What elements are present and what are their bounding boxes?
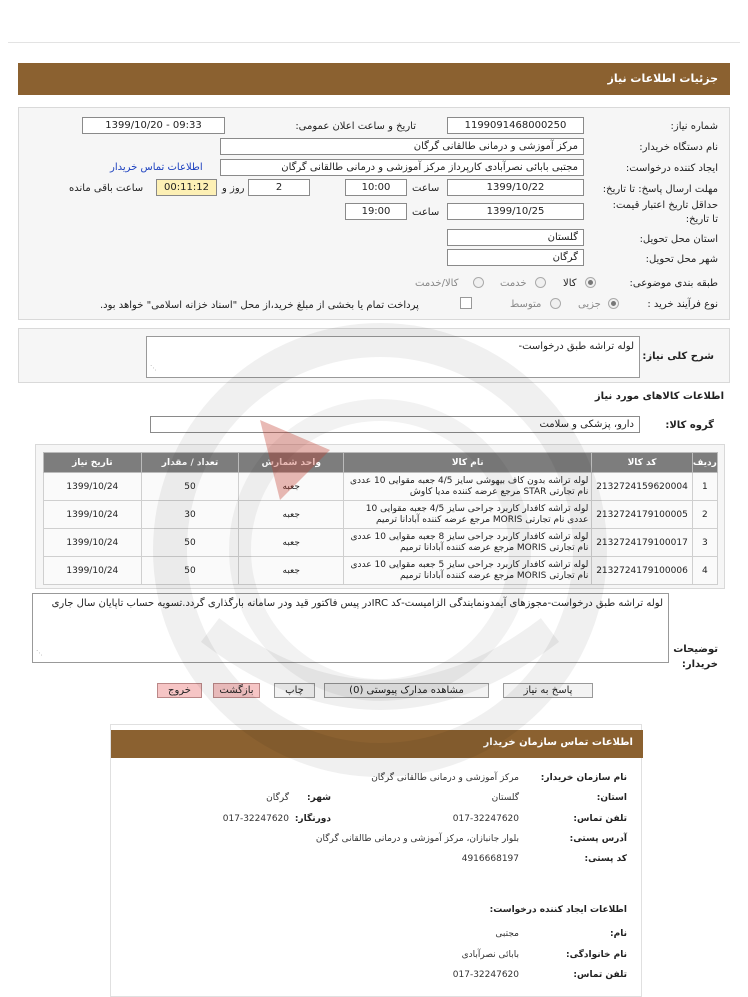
exit-button[interactable]: خروج <box>157 683 202 698</box>
creator-info-title: اطلاعات ایجاد کننده درخواست: <box>489 905 627 915</box>
cell-unit: جعبه <box>239 473 344 501</box>
cell-code: 2132724179100017 <box>592 529 692 557</box>
need-number-label: شماره نیاز: <box>670 121 718 132</box>
page-header <box>18 63 730 95</box>
cell-code: 2132724159620004 <box>592 473 692 501</box>
cell-unit: جعبه <box>239 529 344 557</box>
cell-code: 2132724179100006 <box>592 557 692 585</box>
resize-grip-icon: ⋰ <box>150 364 157 372</box>
creator-name-label: نام: <box>610 929 627 939</box>
cell-index: 2 <box>692 501 717 529</box>
announce-field: 1399/10/20 - 09:33 <box>82 117 225 134</box>
reply-button[interactable]: پاسخ به نیاز <box>503 683 593 698</box>
cell-name: لوله تراشه کافدار کاربرد جراحی سایز 4/5 جعبه مقوایی 10 عددی نام تجارتی MORIS مرجع عرضه کننده آبادانا ترمیم <box>344 501 592 529</box>
purchase-option-partial: جزیی <box>578 299 601 310</box>
payment-note: پرداخت تمام یا بخشی از مبلغ خرید،از محل "اسناد خزانه اسلامی" خواهد بود. <box>100 300 419 311</box>
contact-postal-label: کد پستی: <box>584 854 627 864</box>
contact-province: گلستان <box>491 793 519 803</box>
contact-fax-label: دورنگار: <box>294 814 331 824</box>
creator-phone: 017-32247620 <box>452 970 519 980</box>
creator-family: بابائی نصرآبادی <box>461 950 519 960</box>
cell-index: 4 <box>692 557 717 585</box>
cell-qty: 30 <box>141 501 239 529</box>
goods-group-label: گروه کالا: <box>665 420 714 431</box>
contact-org-label: نام سازمان خریدار: <box>540 773 627 783</box>
cell-name: لوله تراشه بدون کاف بیهوشی سایز 4/5 جعبه مقوایی 10 عددی نام تجارتی STAR مرجع عرضه کننده مدیا کاوش <box>344 473 592 501</box>
col-index: ردیف <box>692 453 717 473</box>
attachments-button[interactable]: مشاهده مدارک پیوستی (0) <box>324 683 489 698</box>
goods-group-field: دارو، پزشکی و سلامت <box>150 416 640 433</box>
category-option-service: خدمت <box>500 278 527 289</box>
category-option-goods: کالا <box>563 278 577 289</box>
items-table <box>43 452 718 585</box>
creator-phone-label: تلفن تماس: <box>573 970 627 980</box>
contact-fax: 017-32247620 <box>222 814 289 824</box>
price-valid-label: حداقل تاریخ اعتبار قیمت: تا تاریخ: <box>612 200 718 225</box>
announce-label: تاریخ و ساعت اعلان عمومی: <box>295 121 416 132</box>
buyer-contact-link[interactable]: اطلاعات تماس خریدار <box>110 162 203 173</box>
col-qty: تعداد / مقدار <box>141 453 239 473</box>
contact-phone-label: تلفن تماس: <box>573 814 627 824</box>
col-code: کد کالا <box>592 453 692 473</box>
city-label: شهر محل تحویل: <box>645 254 718 265</box>
contact-address: بلوار جانبازان، مرکز آموزشی و درمانی طالقانی گرگان <box>315 834 519 844</box>
contact-title: اطلاعات تماس سازمان خریدار <box>483 737 633 748</box>
creator-family-label: نام خانوادگی: <box>565 950 627 960</box>
province-field: گلستان <box>447 229 584 246</box>
resize-grip-icon: ⋰ <box>36 649 43 657</box>
col-date: تاریخ نیاز <box>44 453 142 473</box>
deadline-label: مهلت ارسال پاسخ: تا تاریخ: <box>602 184 718 195</box>
purchase-type-label: نوع فرآیند خرید : <box>647 299 718 310</box>
days-field: 2 <box>248 179 310 196</box>
province-label: استان محل تحویل: <box>639 234 718 245</box>
table-row <box>44 501 718 529</box>
buyer-contact-card <box>110 724 642 997</box>
cell-date: 1399/10/24 <box>44 557 142 585</box>
buyer-org-label: نام دستگاه خریدار: <box>639 142 718 153</box>
col-name: نام کالا <box>344 453 592 473</box>
print-button[interactable]: چاپ <box>274 683 315 698</box>
purchase-radio-partial[interactable] <box>608 298 619 309</box>
cell-index: 1 <box>692 473 717 501</box>
goods-section-title: اطلاعات کالاهای مورد نیاز <box>594 391 724 402</box>
contact-header <box>111 730 643 758</box>
purchase-radio-medium[interactable] <box>550 298 561 309</box>
remaining-timer: 00:11:12 <box>156 179 217 196</box>
category-radio-service[interactable] <box>535 277 546 288</box>
deadline-time-label: ساعت <box>412 183 440 194</box>
table-header-row <box>44 453 718 473</box>
contact-address-label: آدرس پستی: <box>569 834 627 844</box>
deadline-date-field: 1399/10/22 <box>447 179 584 196</box>
contact-postal: 4916668197 <box>461 854 519 864</box>
notes-text: لوله تراشه طبق درخواست-مجوزهای آیمدونمایندگی الزامیست-کد IRCدر پیس فاکتور قید ودر سامانه بارگذاری گردد.تسویه حساب تاپایان سال جاری <box>51 598 663 609</box>
cell-index: 3 <box>692 529 717 557</box>
category-radio-both[interactable] <box>473 277 484 288</box>
cell-qty: 50 <box>141 473 239 501</box>
cell-name: لوله تراشه کافدار کاربرد جراحی سایز 8 جعبه مقوایی 10 عددی نام تجارتی MORIS مرجع عرضه کننده آبادانا ترمیم <box>344 529 592 557</box>
cell-unit: جعبه <box>239 557 344 585</box>
contact-city: گرگان <box>266 793 289 803</box>
price-valid-date-field: 1399/10/25 <box>447 203 584 220</box>
contact-phone: 017-32247620 <box>452 814 519 824</box>
cell-qty: 50 <box>141 529 239 557</box>
cell-code: 2132724179100005 <box>592 501 692 529</box>
cell-unit: جعبه <box>239 501 344 529</box>
table-row <box>44 557 718 585</box>
page-title: جزئیات اطلاعات نیاز <box>607 72 718 85</box>
cell-date: 1399/10/24 <box>44 529 142 557</box>
cell-date: 1399/10/24 <box>44 473 142 501</box>
category-radio-goods[interactable] <box>585 277 596 288</box>
back-button[interactable]: بازگشت <box>213 683 260 698</box>
summary-label: شرح کلی نیاز: <box>642 351 714 362</box>
category-label: طبقه بندی موضوعی: <box>629 278 718 289</box>
cell-name: لوله تراشه کافدار کاربرد جراحی سایز 5 جعبه مقوایی 10 عددی نام تجارتی MORIS مرجع عرضه کننده آبادانا ترمیم <box>344 557 592 585</box>
table-row <box>44 529 718 557</box>
summary-textarea <box>146 336 640 378</box>
cell-qty: 50 <box>141 557 239 585</box>
notes-textarea <box>32 593 669 663</box>
top-divider <box>8 42 740 43</box>
city-field: گرگان <box>447 249 584 266</box>
table-row <box>44 473 718 501</box>
remaining-label: ساعت باقی مانده <box>69 183 144 194</box>
creator-field: مجتبی بابائی نصرآبادی کارپرداز مرکز آموزشی و درمانی طالقانی گرگان <box>220 159 584 176</box>
summary-text: لوله تراشه طبق درخواست- <box>518 341 634 352</box>
notes-label: توضیحات خریدار: <box>673 644 718 670</box>
buyer-org-field: مرکز آموزشی و درمانی طالقانی گرگان <box>220 138 584 155</box>
payment-checkbox[interactable] <box>460 297 472 309</box>
creator-name: مجتبی <box>495 929 519 939</box>
days-label: روز و <box>222 183 245 194</box>
creator-label: ایجاد کننده درخواست: <box>625 163 718 174</box>
col-unit: واحد شمارش <box>239 453 344 473</box>
need-number-field: 1199091468000250 <box>447 117 584 134</box>
cell-date: 1399/10/24 <box>44 501 142 529</box>
price-valid-time-field: 19:00 <box>345 203 407 220</box>
deadline-time-field: 10:00 <box>345 179 407 196</box>
contact-city-label: شهر: <box>307 793 331 803</box>
price-valid-time-label: ساعت <box>412 207 440 218</box>
purchase-option-medium: متوسط <box>510 299 542 310</box>
category-option-both: کالا/خدمت <box>415 278 459 289</box>
contact-org: مرکز آموزشی و درمانی طالقانی گرگان <box>371 773 519 783</box>
contact-province-label: استان: <box>596 793 627 803</box>
